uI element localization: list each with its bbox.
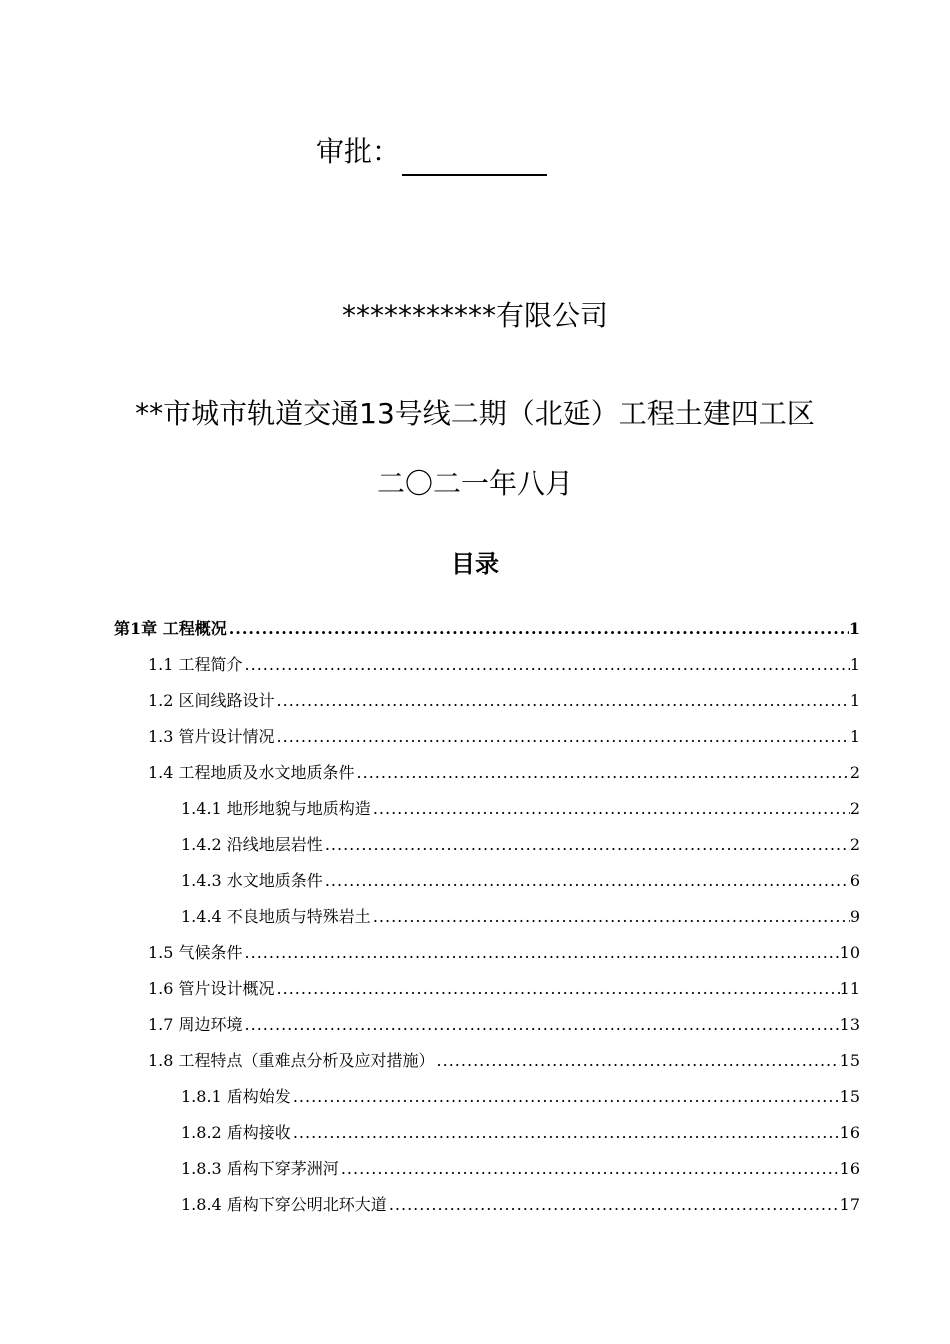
toc-entry[interactable] xyxy=(148,722,860,752)
toc-entry-text: 1.4.3 水文地质条件 xyxy=(181,871,323,890)
approval-signature-blank xyxy=(402,140,547,176)
toc-dot-leader xyxy=(291,1118,840,1148)
toc-entry[interactable] xyxy=(148,938,860,968)
toc-dot-leader xyxy=(387,1190,840,1220)
toc-dot-leader xyxy=(371,902,850,932)
toc-entry-text: 1.8 工程特点（重难点分析及应对措施） xyxy=(148,1051,435,1070)
approval-line xyxy=(316,128,547,176)
toc-entry-text: 1.5 气候条件 xyxy=(148,943,243,962)
toc-entry[interactable] xyxy=(148,686,860,716)
toc-dot-leader xyxy=(323,866,850,896)
toc-entry[interactable] xyxy=(181,830,860,860)
toc-entry-text: 1.4.4 不良地质与特殊岩土 xyxy=(181,907,371,926)
toc-page-number: 11 xyxy=(839,979,860,998)
toc-entry[interactable] xyxy=(181,794,860,824)
toc-dot-leader xyxy=(355,758,850,788)
toc-entry-text: 1.4 工程地质及水文地质条件 xyxy=(148,763,355,782)
toc-dot-leader xyxy=(435,1046,840,1076)
toc-page-number: 15 xyxy=(839,1087,860,1106)
toc-entry-text: 1.3 管片设计情况 xyxy=(148,727,275,746)
toc-dot-leader xyxy=(371,794,850,824)
toc-entry-text: 1.1 工程简介 xyxy=(148,655,243,674)
toc-title: 目录 xyxy=(451,550,499,578)
toc-entry-text: 1.8.3 盾构下穿茅洲河 xyxy=(181,1159,339,1178)
toc-entry[interactable] xyxy=(148,1010,860,1040)
toc-entry-text: 1.7 周边环境 xyxy=(148,1015,243,1034)
toc-dot-leader xyxy=(323,830,850,860)
toc-entry[interactable] xyxy=(181,1154,860,1184)
toc-entry[interactable] xyxy=(148,650,860,680)
toc-page-number: 1 xyxy=(848,619,860,638)
toc-page-number: 9 xyxy=(849,907,860,926)
toc-page-number: 2 xyxy=(849,799,860,818)
toc-dot-leader xyxy=(339,1154,840,1184)
toc-dot-leader xyxy=(275,722,850,752)
company-name: ***********有限公司 xyxy=(341,299,608,332)
toc-page-number: 2 xyxy=(849,835,860,854)
toc-page-number: 6 xyxy=(849,871,860,890)
toc-entry-text: 1.8.1 盾构始发 xyxy=(181,1087,291,1106)
toc-dot-leader xyxy=(275,686,850,716)
toc-entry[interactable] xyxy=(181,1190,860,1220)
toc-entry-text: 1.4.1 地形地貌与地质构造 xyxy=(181,799,371,818)
toc-page-number: 16 xyxy=(839,1159,860,1178)
toc-page-number: 2 xyxy=(849,763,860,782)
toc-page-number: 1 xyxy=(849,727,860,746)
toc-page-number: 15 xyxy=(839,1051,860,1070)
toc-page-number: 1 xyxy=(849,691,860,710)
toc-entry[interactable] xyxy=(181,1082,860,1112)
toc-entry-text: 1.2 区间线路设计 xyxy=(148,691,275,710)
toc-dot-leader xyxy=(243,938,840,968)
toc-dot-leader xyxy=(291,1082,840,1112)
toc-dot-leader xyxy=(275,974,840,1004)
toc-page-number: 16 xyxy=(839,1123,860,1142)
toc-page-number: 17 xyxy=(839,1195,860,1214)
toc-entry-text: 1.8.4 盾构下穿公明北环大道 xyxy=(181,1195,387,1214)
toc-entry[interactable] xyxy=(148,1046,860,1076)
toc-entry[interactable] xyxy=(181,902,860,932)
document-date: 二〇二一年八月 xyxy=(376,467,573,500)
toc-entry-text: 第1章 工程概况 xyxy=(114,619,227,638)
toc-page-number: 1 xyxy=(849,655,860,674)
toc-entry-text: 1.6 管片设计概况 xyxy=(148,979,275,998)
toc-entry[interactable] xyxy=(181,1118,860,1148)
toc-page-number: 10 xyxy=(839,943,860,962)
toc-entry[interactable] xyxy=(114,614,860,644)
toc-entry-text: 1.8.2 盾构接收 xyxy=(181,1123,291,1142)
toc-page-number: 13 xyxy=(839,1015,860,1034)
toc-dot-leader xyxy=(227,614,849,644)
toc-dot-leader xyxy=(243,650,850,680)
toc-entry[interactable] xyxy=(148,974,860,1004)
toc-entry-text: 1.4.2 沿线地层岩性 xyxy=(181,835,323,854)
project-title: **市城市轨道交通13号线二期（北延）工程土建四工区 xyxy=(135,397,815,430)
toc-dot-leader xyxy=(243,1010,840,1040)
approval-label: 审批： xyxy=(316,135,401,168)
toc-entry[interactable] xyxy=(148,758,860,788)
toc-entry[interactable] xyxy=(181,866,860,896)
